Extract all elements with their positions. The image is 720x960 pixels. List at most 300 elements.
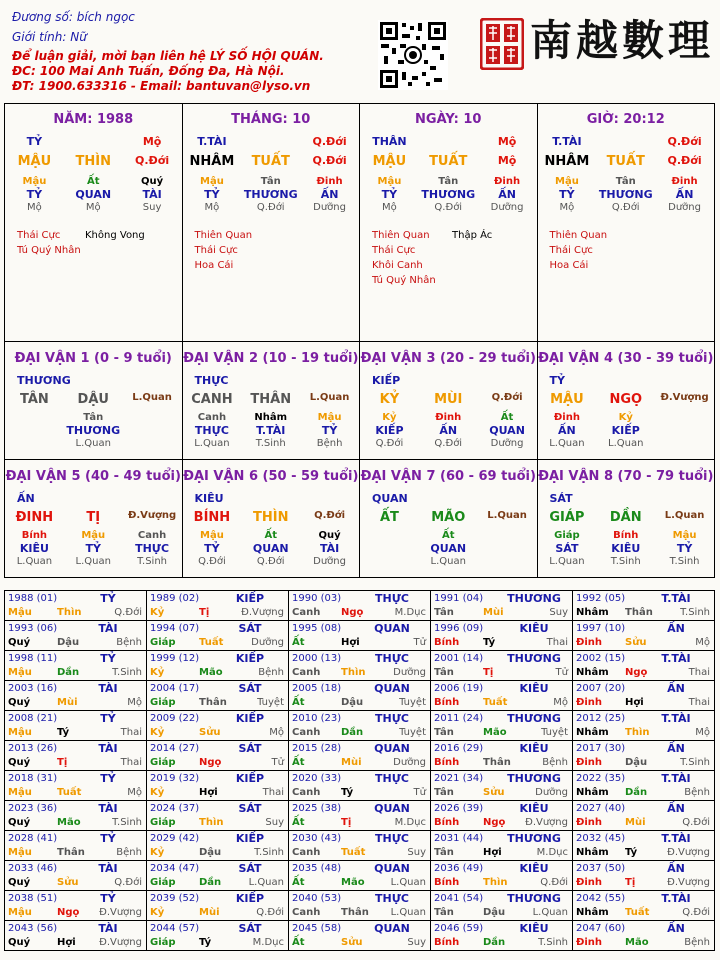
ten-god-label: QUAN <box>252 542 289 555</box>
annual-cell <box>147 891 289 921</box>
heavenly-stem: Đinh <box>576 877 603 888</box>
life-stage: Mộ <box>127 697 142 708</box>
earthly-branch: Thân <box>57 847 85 858</box>
earthly-branch: Mùi <box>625 817 646 828</box>
annual-year: 2015 (28) <box>292 743 342 754</box>
heavenly-stem: CANH <box>191 392 233 407</box>
heavenly-stem: NHÂM <box>189 154 235 169</box>
heavenly-stem: Ất <box>292 637 305 648</box>
hidden-stem: Bính <box>21 530 48 541</box>
gender-label: Giới tính: <box>12 30 67 44</box>
ten-god-label: TỶ <box>100 832 116 845</box>
ten-god-label <box>596 135 655 148</box>
special-stars <box>5 228 182 258</box>
heavenly-stem: Nhâm <box>576 727 609 738</box>
annual-cell <box>147 771 289 801</box>
annual-year: 2026 (39) <box>434 803 484 814</box>
heavenly-stem: Tân <box>434 787 454 798</box>
life-stage: L.Quan <box>194 438 230 449</box>
heavenly-stem: MẬU <box>17 154 52 169</box>
ten-god-label: THƯƠNG <box>507 652 561 665</box>
hidden-stem: Bính <box>613 530 639 541</box>
life-stage: M.Dục <box>536 847 568 858</box>
annual-cell <box>431 681 573 711</box>
annual-luck-grid <box>4 590 715 951</box>
annual-cell <box>5 801 147 831</box>
dai-van-stage: L.Quan <box>132 392 172 403</box>
ten-god-label: TỶ <box>100 892 116 905</box>
ten-god-label: KIẾP <box>235 592 265 605</box>
star-label: Tú Quý Nhân <box>17 245 81 256</box>
heavenly-stem: Quý <box>8 697 31 708</box>
heavenly-stem: KỶ <box>379 392 400 407</box>
ten-god-label: SÁT <box>238 622 262 635</box>
ten-god-label: TỶ <box>26 188 43 201</box>
annual-cell <box>573 921 715 951</box>
annual-year: 2011 (24) <box>434 713 484 724</box>
earthly-branch: THÂN <box>250 392 292 407</box>
hidden-stems <box>5 411 182 424</box>
name-line <box>12 10 135 25</box>
hidden-stem: Đinh <box>316 176 343 187</box>
ten-god-label: SÁT <box>238 862 262 875</box>
life-stage: Q.Đới <box>256 556 285 567</box>
earthly-branch: Tị <box>341 817 352 828</box>
life-stages <box>538 555 715 568</box>
earthly-branch: Dần <box>57 667 80 678</box>
annual-year: 2038 (51) <box>8 893 58 904</box>
annual-year: 1998 (11) <box>8 653 58 664</box>
life-stage: T.Sinh <box>137 556 168 567</box>
earthly-branch: NGỌ <box>609 392 643 407</box>
pillar-title: NGÀY: 10 <box>415 112 482 127</box>
annual-year: 2017 (30) <box>576 743 626 754</box>
heavenly-stem: Nhâm <box>576 847 609 858</box>
earthly-branch: MÙI <box>434 392 463 407</box>
ten-god-label: T.TÀI <box>197 135 227 148</box>
earthly-branch: Ngọ <box>483 817 506 828</box>
ten-god-label <box>655 424 714 437</box>
annual-year: 2041 (54) <box>434 893 484 904</box>
ten-god-label: QUAN <box>489 424 525 437</box>
annual-cell <box>289 831 431 861</box>
earthly-branch: Mão <box>57 817 81 828</box>
pillar-cell <box>538 104 716 342</box>
earthly-branch: DẦN <box>609 510 642 525</box>
dai-van-title: ĐẠI VẬN 4 (30 - 39 tuổi) <box>538 351 714 366</box>
heavenly-stem: BÍNH <box>193 510 231 525</box>
annual-year: 2035 (48) <box>292 863 342 874</box>
life-stage: Đ.Vượng <box>241 607 284 618</box>
annual-cell <box>431 621 573 651</box>
ten-god-label: TỶ <box>100 772 116 785</box>
life-stage: Tuyệt <box>399 727 426 738</box>
annual-year: 2039 (52) <box>150 893 200 904</box>
ten-god-label: THƯƠNG <box>507 832 561 845</box>
star-label: Thiên Quan <box>372 230 430 241</box>
hidden-stems <box>5 175 182 188</box>
dai-van-title: ĐẠI VẬN 8 (70 - 79 tuổi) <box>538 469 714 484</box>
annual-cell <box>289 741 431 771</box>
pillar-stage: Q.Đới <box>312 154 347 167</box>
annual-cell <box>289 891 431 921</box>
life-stage: Q.Đới <box>256 202 285 213</box>
ten-god-label: QUAN <box>430 542 467 555</box>
ten-god-label: THƯƠNG <box>507 772 561 785</box>
life-stage: Suy <box>407 937 426 948</box>
life-stage: Q.Đới <box>682 907 710 918</box>
ten-god-label: KIẾP <box>235 772 265 785</box>
earthly-branch: Dần <box>341 727 364 738</box>
ten-god-label: ẤN <box>667 742 685 755</box>
hidden-stem: Đinh <box>494 176 521 187</box>
life-stage: L.Quan <box>430 556 466 567</box>
annual-year: 2034 (47) <box>150 863 200 874</box>
ten-god-label: TỶ <box>204 188 220 201</box>
hidden-gods <box>360 188 537 201</box>
earthly-branch: Sửu <box>483 787 505 798</box>
hidden-stem: Đinh <box>671 176 698 187</box>
life-stage: Suy <box>265 817 284 828</box>
earthly-branch: Thìn <box>483 877 508 888</box>
earthly-branch: Ngọ <box>57 907 80 918</box>
annual-cell <box>431 711 573 741</box>
life-stages <box>538 437 715 450</box>
dai-van-cell <box>538 460 716 578</box>
ten-god-label: TỶ <box>85 542 101 555</box>
earthly-branch: DẬU <box>77 392 109 407</box>
earthly-branch: Tuất <box>625 907 650 918</box>
star-label: Thái Cực <box>549 245 593 256</box>
ten-god-label: THƯƠNG <box>507 892 561 905</box>
pillar-cell <box>5 104 183 342</box>
life-stage: Dưỡng <box>313 556 346 567</box>
life-stage: Q.Đới <box>198 556 226 567</box>
life-stage: Mộ <box>559 202 575 213</box>
ten-god-label <box>123 424 182 437</box>
star-label: Tú Quý Nhân <box>372 275 436 286</box>
annual-cell <box>5 711 147 741</box>
special-stars <box>538 228 715 273</box>
life-stage: Tuyệt <box>399 697 426 708</box>
annual-year: 2037 (50) <box>576 863 626 874</box>
ten-god-label: T.TÀI <box>661 772 691 785</box>
life-stage: Thai <box>688 667 710 678</box>
annual-cell <box>573 651 715 681</box>
life-stage: Dưỡng <box>490 438 524 449</box>
annual-year: 2030 (43) <box>292 833 342 844</box>
dai-van-title: ĐẠI VẬN 5 (40 - 49 tuổi) <box>5 469 181 484</box>
life-stage: Đ.Vượng <box>667 877 710 888</box>
hidden-stem: Giáp <box>554 530 580 541</box>
hidden-stem <box>655 411 714 424</box>
annual-year: 2012 (25) <box>576 713 626 724</box>
dai-van-stage: L.Quan <box>487 510 527 521</box>
heavenly-stem: Canh <box>292 607 321 618</box>
annual-year: 1994 (07) <box>150 623 200 634</box>
pillar-top-gods <box>5 135 182 148</box>
earthly-branch: Sửu <box>57 877 79 888</box>
hidden-stem: Mậu <box>81 530 106 541</box>
life-stage: L.Quan <box>549 556 585 567</box>
annual-year: 2000 (13) <box>292 653 342 664</box>
annual-year: 2040 (53) <box>292 893 342 904</box>
hidden-gods <box>538 188 715 201</box>
dai-van-stem-branch <box>538 510 715 525</box>
hidden-stems <box>360 411 537 424</box>
heavenly-stem: Giáp <box>150 637 176 648</box>
hidden-stems <box>360 529 537 542</box>
ten-god-label: KIÊU <box>519 922 549 935</box>
name-value: bích ngọc <box>76 10 135 24</box>
pillar-cell <box>360 104 538 342</box>
heavenly-stem: Canh <box>292 667 321 678</box>
ten-god-label: SÁT <box>555 542 579 555</box>
life-stage: L.Quan <box>75 556 111 567</box>
life-stage: Thai <box>262 787 284 798</box>
hidden-stems <box>183 411 360 424</box>
special-stars <box>360 228 537 288</box>
earthly-branch: Tị <box>625 877 636 888</box>
annual-cell <box>573 621 715 651</box>
earthly-branch: Sửu <box>625 637 647 648</box>
life-stage: Dưỡng <box>535 787 568 798</box>
ten-god-label: TÀI <box>98 802 118 815</box>
hidden-stem: Canh <box>197 412 227 423</box>
annual-year: 2021 (34) <box>434 773 484 784</box>
earthly-branch: THÌN <box>253 510 289 525</box>
hidden-stem: Ất <box>86 176 100 187</box>
heavenly-stem: Mậu <box>8 667 32 678</box>
annual-year: 2044 (57) <box>150 923 200 934</box>
ten-god-label <box>64 135 123 148</box>
hidden-stem: Mậu <box>377 176 402 187</box>
life-stage: Bệnh <box>116 847 142 858</box>
hidden-stem <box>5 411 64 424</box>
ten-god-label: TỶ <box>559 188 575 201</box>
heavenly-stem: NHÂM <box>544 154 590 169</box>
ten-god-label: TÀI <box>98 922 118 935</box>
life-stage: Q.Đới <box>540 877 568 888</box>
ten-god-label: TÀI <box>98 682 118 695</box>
dai-van-god: KIÊU <box>194 492 224 505</box>
dai-van-god: ẤN <box>17 492 35 505</box>
heavenly-stem: Kỷ <box>150 727 165 738</box>
heavenly-stem: Kỷ <box>150 787 165 798</box>
ten-god-label: TỶ <box>100 712 116 725</box>
earthly-branch: Hợi <box>483 847 502 858</box>
dai-van-cell <box>360 342 538 460</box>
annual-cell <box>147 741 289 771</box>
earthly-branch: THÌN <box>75 154 111 169</box>
life-stage: Q.Đới <box>256 907 284 918</box>
heavenly-stem: Ất <box>292 697 305 708</box>
hidden-gods <box>183 188 360 201</box>
heavenly-stem: Bính <box>434 817 460 828</box>
life-stage: L.Quan <box>608 438 644 449</box>
annual-cell <box>431 771 573 801</box>
heavenly-stem: Giáp <box>150 697 176 708</box>
life-stage: Dưỡng <box>668 202 701 213</box>
annual-year: 1989 (02) <box>150 593 200 604</box>
hidden-stem <box>123 411 182 424</box>
ten-god-label: KIẾP <box>235 832 265 845</box>
annual-cell <box>5 681 147 711</box>
heavenly-stem: Canh <box>292 787 321 798</box>
dai-van-god: SÁT <box>549 492 573 505</box>
life-stage: T.Sinh <box>254 847 284 858</box>
earthly-branch: Mão <box>625 937 649 948</box>
heavenly-stem: Mậu <box>8 787 32 798</box>
annual-year: 2047 (60) <box>576 923 626 934</box>
annual-cell <box>289 921 431 951</box>
life-stage: T.Sinh <box>680 757 710 768</box>
hidden-stem: Ất <box>500 412 514 423</box>
dai-van-stage: L.Quan <box>664 510 705 521</box>
heavenly-stem: Mậu <box>8 847 32 858</box>
life-stage: Suy <box>407 847 426 858</box>
star-label: Khôi Canh <box>372 260 423 271</box>
ten-god-label: TÀI <box>142 188 162 201</box>
heavenly-stem: ĐINH <box>15 510 54 525</box>
earthly-branch: Sửu <box>199 727 221 738</box>
earthly-branch: Ngọ <box>199 757 222 768</box>
life-stage: Thai <box>546 637 568 648</box>
heavenly-stem: MẬU <box>372 154 407 169</box>
heavenly-stem: Nhâm <box>576 787 609 798</box>
annual-year: 2003 (16) <box>8 683 58 694</box>
annual-cell <box>5 921 147 951</box>
earthly-branch: Thìn <box>199 817 224 828</box>
heavenly-stem: Mậu <box>8 607 32 618</box>
earthly-branch: Tý <box>57 727 70 738</box>
life-stage: L.Quan <box>549 438 585 449</box>
earthly-branch: Tị <box>199 607 210 618</box>
earthly-branch: MÃO <box>431 510 466 525</box>
life-stage: Tử <box>413 787 426 798</box>
ten-god-label: THƯƠNG <box>507 712 561 725</box>
hidden-stem: Quý <box>318 530 341 541</box>
ten-god-label: THỰC <box>375 892 409 905</box>
annual-year: 2036 (49) <box>434 863 484 874</box>
ten-god-label: QUAN <box>374 802 410 815</box>
pillar-stem-branch <box>538 154 715 169</box>
heavenly-stem: Quý <box>8 757 31 768</box>
star-label: Không Vong <box>85 230 145 241</box>
annual-cell <box>5 621 147 651</box>
hidden-stem <box>360 529 419 542</box>
annual-year: 2045 (58) <box>292 923 342 934</box>
heavenly-stem: Nhâm <box>576 607 609 618</box>
ten-god-label: THỰC <box>375 772 409 785</box>
heavenly-stem: Ất <box>292 877 305 888</box>
life-stage: Tử <box>413 637 426 648</box>
dai-van-cell <box>360 460 538 578</box>
heavenly-stem: Giáp <box>150 817 176 828</box>
heavenly-stem: Bính <box>434 637 460 648</box>
annual-year: 2032 (45) <box>576 833 626 844</box>
earthly-branch: TỊ <box>86 510 101 525</box>
life-stages <box>5 437 182 450</box>
life-stage: Mộ <box>382 202 397 213</box>
life-stage: T.Sinh <box>255 438 286 449</box>
ten-god-label: SÁT <box>238 742 262 755</box>
hidden-gods <box>5 424 182 437</box>
hidden-stems <box>5 529 182 542</box>
life-stage: Q.Đới <box>434 438 463 449</box>
annual-cell <box>147 801 289 831</box>
address-line: ĐC: 100 Mai Anh Tuấn, Đống Đa, Hà Nội. <box>12 64 285 78</box>
life-stage: Dưỡng <box>251 637 284 648</box>
heavenly-stem: Mậu <box>8 907 32 918</box>
dai-van-title: ĐẠI VẬN 7 (60 - 69 tuổi) <box>360 469 536 484</box>
earthly-branch: Dậu <box>625 757 648 768</box>
life-stage <box>478 555 537 568</box>
earthly-branch: Tý <box>625 847 638 858</box>
pillar-stem-branch <box>5 154 182 169</box>
life-stage: L.Quan <box>16 556 53 567</box>
ten-god-label: THƯƠNG <box>421 188 476 201</box>
life-stage: Tử <box>555 667 568 678</box>
dai-van-title: ĐẠI VẬN 2 (10 - 19 tuổi) <box>183 351 359 366</box>
life-stage: M.Dục <box>252 937 284 948</box>
annual-cell <box>573 891 715 921</box>
annual-year: 2029 (42) <box>150 833 200 844</box>
life-stage: Dưỡng <box>313 202 346 213</box>
dai-van-stage: Đ.Vượng <box>127 510 177 521</box>
ten-god-label: ẤN <box>667 682 685 695</box>
ten-god-label: ẤN <box>667 802 685 815</box>
life-stage: Đ.Vượng <box>99 937 142 948</box>
special-stars <box>183 228 360 273</box>
annual-year: 2002 (15) <box>576 653 626 664</box>
heavenly-stem: Quý <box>8 637 31 648</box>
ten-god-label <box>478 542 537 555</box>
life-stage: T.Sinh <box>112 817 142 828</box>
pillar-top-gods <box>538 135 715 148</box>
annual-cell <box>5 861 147 891</box>
hidden-stems <box>538 175 715 188</box>
seal-stamp-icon <box>480 18 524 70</box>
annual-cell <box>5 651 147 681</box>
earthly-branch: Tuất <box>57 787 82 798</box>
pillar-title: GIỜ: 20:12 <box>586 112 665 127</box>
annual-cell <box>573 681 715 711</box>
ten-god-label: QUAN <box>374 862 410 875</box>
ten-god-label: THỰC <box>135 542 170 555</box>
annual-year: 1997 (10) <box>576 623 626 634</box>
pillar-top-gods <box>360 135 537 148</box>
life-stage: Q.Đới <box>434 202 463 213</box>
annual-year: 1993 (06) <box>8 623 58 634</box>
hidden-gods <box>360 542 537 555</box>
annual-cell <box>573 801 715 831</box>
annual-year: 2019 (32) <box>150 773 200 784</box>
hidden-stem: Mậu <box>672 530 697 541</box>
life-stage: Q.Đới <box>611 202 640 213</box>
life-stage: Thai <box>688 697 710 708</box>
earthly-branch: Ngọ <box>341 607 364 618</box>
life-stages <box>183 555 360 568</box>
dai-van-god: QUAN <box>372 492 408 505</box>
earthly-branch: Thân <box>199 697 227 708</box>
life-stage: Dưỡng <box>393 757 426 768</box>
life-stage: Bệnh <box>316 438 343 449</box>
life-stage <box>5 437 64 450</box>
annual-cell <box>5 891 147 921</box>
life-stage: Mộ <box>27 202 42 213</box>
annual-year: 1990 (03) <box>292 593 342 604</box>
